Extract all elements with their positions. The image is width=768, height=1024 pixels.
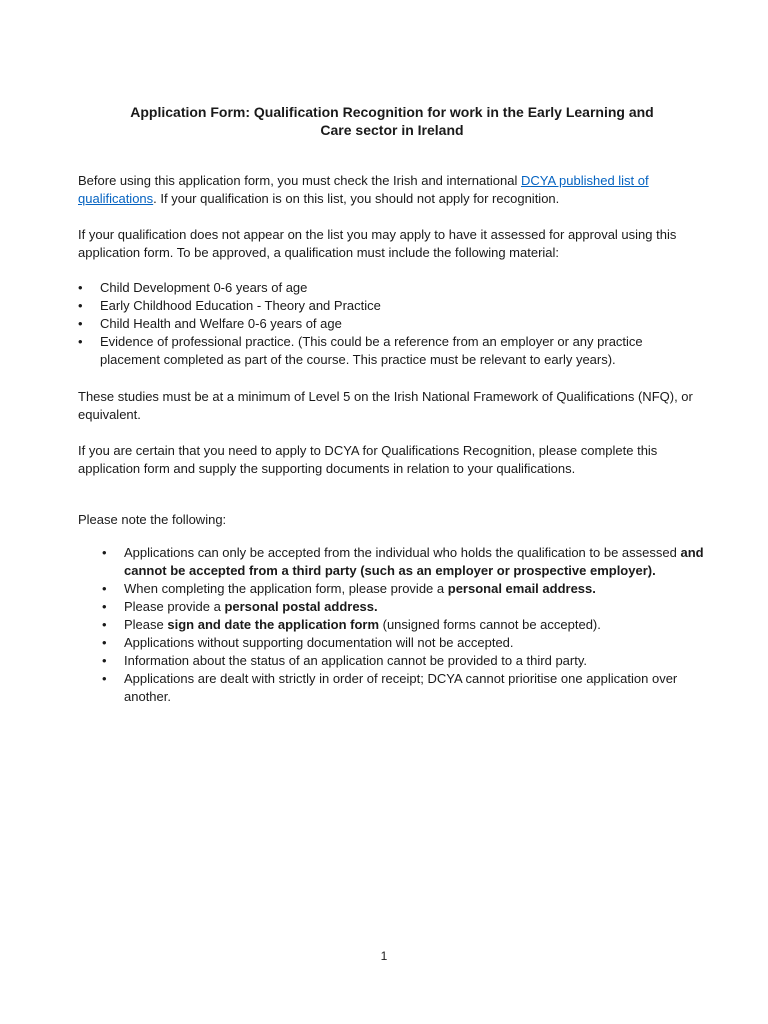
bullet-icon: •: [102, 599, 107, 614]
bullet-icon: •: [78, 280, 83, 295]
bullet-icon: •: [102, 671, 107, 686]
title-line-1: Application Form: Qualification Recognition for work in the Early Learning and: [130, 104, 654, 120]
intro-paragraph: [78, 172, 708, 208]
list-item: • Please provide a personal postal address.: [102, 599, 378, 614]
list-item: • Applications without supporting documentation will not be accepted.: [102, 635, 514, 650]
page-number: 1: [380, 949, 388, 963]
bullet-icon: •: [78, 298, 83, 313]
bullet-icon: •: [102, 617, 107, 632]
list-item: • Child Health and Welfare 0-6 years of age: [78, 316, 342, 331]
title-line-2: Care sector in Ireland: [320, 122, 464, 138]
level-paragraph: These studies must be at a minimum of Level 5 on the Irish National Framework of Qualifications (NFQ), or equivalent.: [78, 389, 693, 422]
notes-list: [102, 544, 704, 706]
dcya-qualifications-link[interactable]: DCYA published list of qualifications: [78, 173, 649, 206]
intro-text-before: Before using this application form, you must check the Irish and international: [78, 173, 521, 188]
list-item: • Child Development 0-6 years of age: [78, 280, 308, 295]
list-item: • Applications are dealt with strictly in order of receipt; DCYA cannot prioritise one application over another.: [102, 671, 678, 704]
list-item: • Please sign and date the application form (unsigned forms cannot be accepted).: [102, 617, 601, 632]
bullet-icon: •: [78, 316, 83, 331]
note-heading: Please note the following:: [78, 512, 227, 527]
list-item: • Early Childhood Education - Theory and Practice: [78, 298, 381, 313]
list-item: • When completing the application form, please provide a personal email address.: [102, 581, 596, 596]
bullet-icon: •: [102, 545, 107, 560]
bullet-icon: •: [102, 635, 107, 650]
list-item: • Information about the status of an application cannot be provided to a third party.: [102, 653, 587, 668]
bullet-icon: •: [102, 581, 107, 596]
certain-paragraph: If you are certain that you need to apply to DCYA for Qualifications Recognition, please complete this application form and supply the supporting documents in relation to your qualifications.: [78, 443, 658, 476]
required-material-list: [78, 279, 700, 369]
not-on-list-paragraph: If your qualification does not appear on the list you may apply to have it assessed for approval using this application form. To be approved, a qualification must include the following material:: [78, 227, 677, 260]
list-item: • Applications can only be accepted from the individual who holds the qualification to be assessed and cannot be accepted from a third party (such as an employer or prospective employer).: [102, 545, 704, 578]
bullet-icon: •: [78, 334, 83, 349]
page-title: [78, 103, 706, 139]
list-item: • Evidence of professional practice. (This could be a reference from an employer or any practice placement completed as part of the course. This practice must be relevant to early years).: [78, 334, 643, 367]
intro-text-after: . If your qualification is on this list, you should not apply for recognition.: [153, 191, 560, 206]
bullet-icon: •: [102, 653, 107, 668]
